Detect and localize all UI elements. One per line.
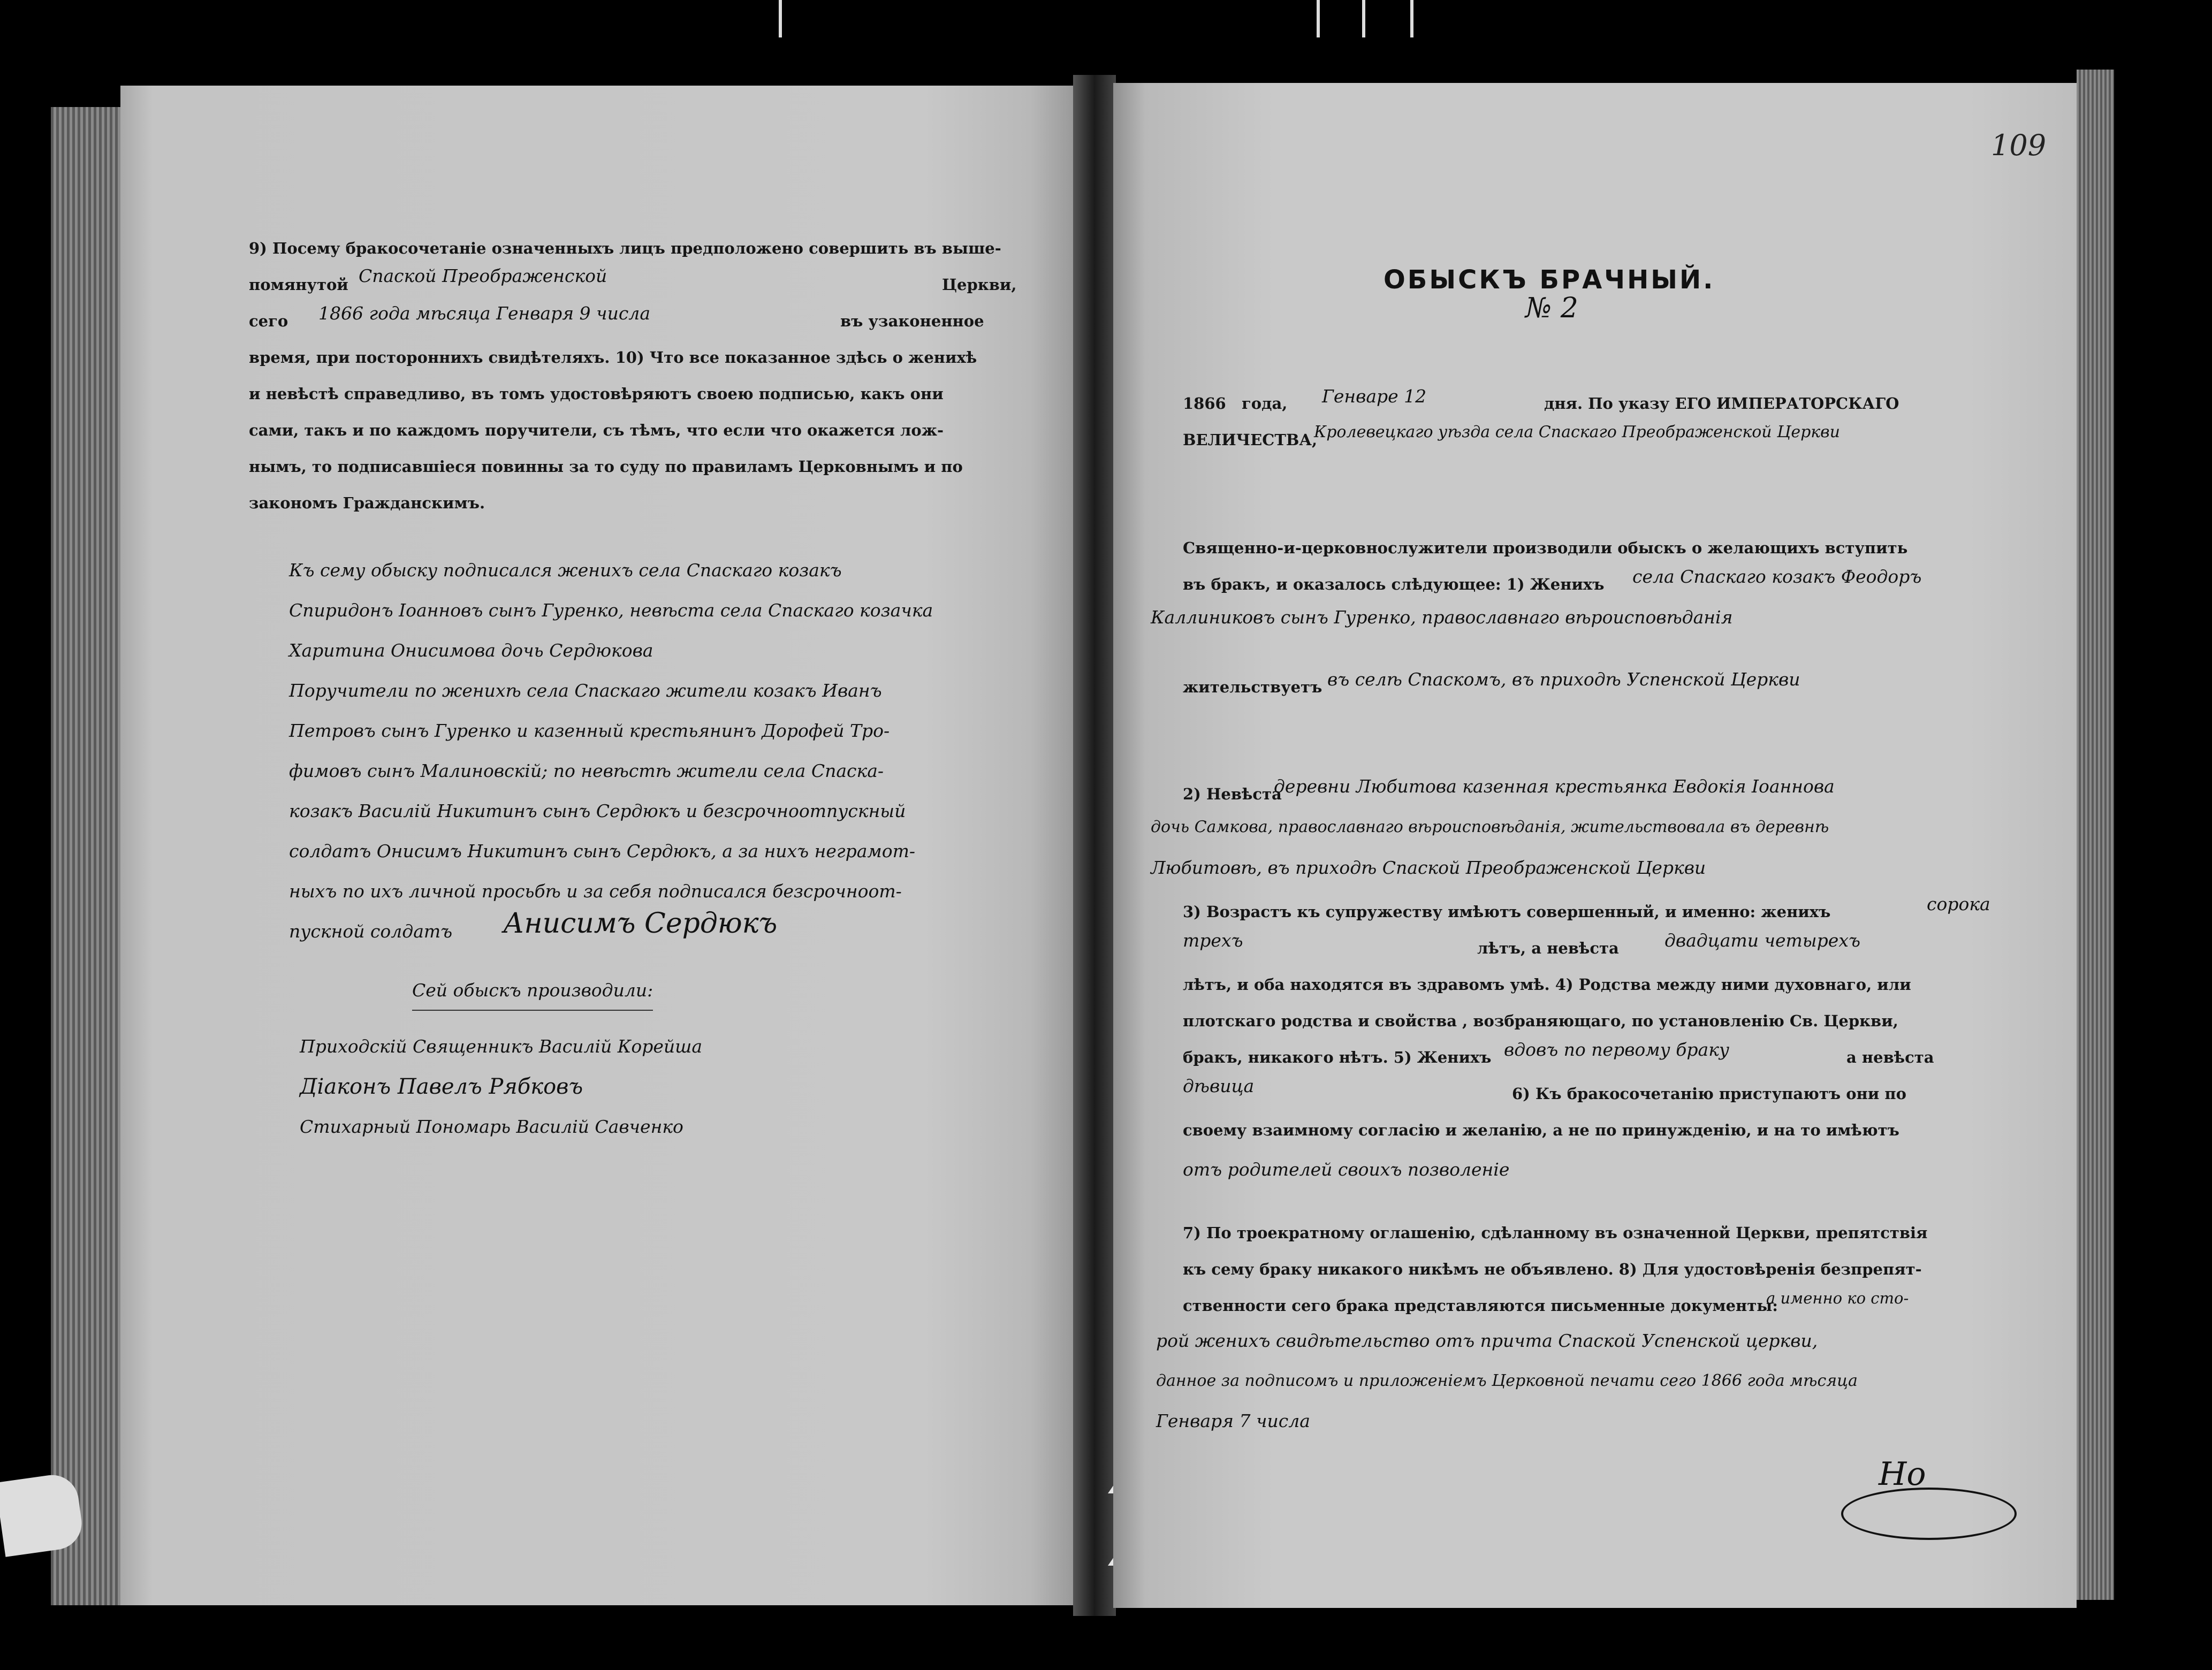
printed-line: въ узаконенное	[840, 312, 984, 330]
printed-line: 3) Возрастъ къ супружеству имѣютъ совершенный, и именно: женихъ	[1183, 903, 1831, 921]
handwritten-church: Спаской Преображенской	[359, 265, 607, 286]
handwritten-age: трехъ	[1183, 930, 1243, 951]
signature-flourish	[1841, 1488, 2017, 1540]
handwritten-line: солдатъ Онисимъ Никитинъ сынъ Сердюкъ, а за нихъ неграмот-	[289, 841, 916, 861]
handwritten-date: 1866 года мѣсяца Генваря 9 числа	[318, 303, 650, 324]
printed-line: Церкви,	[942, 276, 1017, 294]
clergy-signature: Діаконъ Павелъ Рябковъ	[300, 1074, 583, 1099]
printed-line: дня. По указу ЕГО ИМПЕРАТОРСКАГО	[1544, 394, 1899, 413]
handwritten-documents: а именно ко сто-	[1766, 1289, 1909, 1307]
handwritten-residence: въ селѣ Спаскомъ, въ приходѣ Успенской Церкви	[1327, 669, 1800, 690]
signature: Анисимъ Сердюкъ	[503, 908, 778, 940]
handwritten-documents: рой женихъ свидѣтельство отъ причта Спаской Успенской церкви,	[1156, 1330, 1818, 1351]
printed-line: Священно-и-церковнослужители производили обыскъ о желающихъ вступить	[1183, 539, 1908, 557]
frame-mark	[779, 0, 782, 37]
printed-line: помянутой	[249, 276, 348, 294]
handwritten-status: дѣвица	[1183, 1076, 1255, 1096]
handwritten-line: Поручители по женихѣ села Спаскаго жители козакъ Иванъ	[289, 680, 882, 701]
printed-line: плотскаго родства и свойства , возбраняющаго, по установленію Св. Церкви,	[1183, 1012, 1898, 1030]
page-number: 109	[1991, 128, 2047, 162]
frame-mark	[1410, 0, 1413, 37]
handwritten-line: козакъ Василій Никитинъ сынъ Сердюкъ и безсрочноотпускный	[289, 800, 906, 821]
printed-line: сами, такъ и по каждомъ поручители, съ тѣмъ, что если что окажется лож-	[249, 421, 944, 439]
printed-line: нымъ, то подписавшіеся повинны за то суду по правиламъ Церковнымъ и по	[249, 457, 963, 476]
frame-mark	[1317, 0, 1320, 37]
printed-line: своему взаимному согласію и желанію, а не по принужденію, и на то имѣютъ	[1183, 1121, 1899, 1139]
handwritten-age: сорока	[1927, 894, 1990, 914]
handwritten-documents: Генваря 7 числа	[1156, 1410, 1310, 1431]
handwritten-bride: дочь Самкова, православнаго вѣроисповѣданія, жительствовала въ деревнѣ	[1151, 818, 1829, 836]
printed-line: 9) Посему бракосочетаніе означенныхъ лицъ предположено совершить въ выше-	[249, 239, 1001, 257]
handwritten-line: Харитина Онисимова дочь Сердюкова	[289, 640, 653, 661]
book-gutter	[1073, 75, 1116, 1616]
printed-line: ственности сего брака представляются письменные документы:	[1183, 1297, 1778, 1315]
printed-line: и невѣстѣ справедливо, въ томъ удостовѣряютъ своею подписью, какъ они	[249, 385, 944, 403]
printed-line: лѣтъ, а невѣста	[1477, 939, 1619, 957]
initials-signature: Но	[1879, 1455, 1926, 1493]
printed-line: сего	[249, 312, 288, 330]
printed-line: бракъ, никакого нѣтъ. 5) Женихъ	[1183, 1048, 1492, 1066]
handwritten-groom: Каллиниковъ сынъ Гуренко, православнаго вѣроисповѣданія	[1151, 607, 1733, 628]
document-title: ОБЫСКЪ БРАЧНЫЙ.	[1384, 265, 1715, 295]
handwritten-age: двадцати четырехъ	[1664, 930, 1860, 951]
handwritten-line: Къ сему обыску подписался женихъ села Спаскаго козакъ	[289, 560, 842, 581]
printed-line: ВЕЛИЧЕСТВА,	[1183, 431, 1318, 449]
handwritten-documents: данное за подписомъ и приложеніемъ Церковной печати сего 1866 года мѣсяца	[1156, 1371, 1858, 1390]
printed-line: въ бракъ, и оказалось слѣдующее: 1) Женихъ	[1183, 575, 1605, 593]
printed-line: 7) По троекратному оглашенію, сдѣланному въ означенной Церкви, препятствія	[1183, 1224, 1928, 1242]
handwritten-line: Петровъ сынъ Гуренко и казенный крестьянинъ Дорофей Тро-	[289, 720, 890, 741]
handwritten-line: ныхъ по ихъ личной просьбѣ и за себя подписался безсрочноот-	[289, 881, 902, 902]
printed-year: 1866	[1183, 394, 1226, 413]
left-page-edges	[51, 107, 120, 1605]
right-page-edges	[2077, 70, 2114, 1600]
printed-line: 2) Невѣста	[1183, 785, 1282, 803]
printed-line: къ сему браку никакого никѣмъ не объявлено. 8) Для удостовѣренія безпрепят-	[1183, 1260, 1922, 1278]
handwritten-status: вдовъ по первому браку	[1504, 1039, 1730, 1060]
printed-line: 6) Къ бракосочетанію приступаютъ они по	[1512, 1085, 1906, 1103]
printed-line: а невѣста	[1846, 1048, 1934, 1066]
handwritten-date: Генваре 12	[1322, 386, 1427, 407]
clergy-signature: Стихарный Пономарь Василій Савченко	[300, 1116, 683, 1137]
printed-line: закономъ Гражданскимъ.	[249, 494, 485, 512]
printed-line: жительствуетъ	[1183, 678, 1322, 696]
handwritten-line: Спиридонъ Іоанновъ сынъ Гуренко, невѣста села Спаскаго козачка	[289, 600, 933, 621]
handwritten-bride: деревни Любитова казенная крестьянка Евдокія Іоаннова	[1274, 776, 1835, 797]
handwritten-groom: села Спаскаго козакъ Феодоръ	[1632, 566, 1922, 587]
handwritten-line: фимовъ сынъ Малиновскій; по невѣстѣ жители села Спаска-	[289, 760, 884, 781]
record-number: № 2	[1525, 292, 1578, 324]
printed-line: время, при постороннихъ свидѣтеляхъ. 10) Что все показанное здѣсь о женихѣ	[249, 348, 977, 367]
clergy-header: Сей обыскъ производили:	[412, 971, 653, 1011]
handwritten-line: пускной солдатъ	[289, 921, 453, 942]
printed-line: года,	[1242, 394, 1288, 413]
handwritten-court: Кролевецкаго уѣзда села Спаскаго Преображенской Церкви	[1314, 423, 1840, 441]
clergy-signature: Приходскій Священникъ Василій Корейша	[300, 1036, 703, 1057]
frame-mark	[1362, 0, 1365, 37]
handwritten-consent: отъ родителей своихъ позволеніе	[1183, 1159, 1510, 1180]
handwritten-bride: Любитовѣ, въ приходѣ Спаской Преображенской Церкви	[1151, 857, 1706, 878]
printed-line: лѣтъ, и оба находятся въ здравомъ умѣ. 4) Родства между ними духовнаго, или	[1183, 975, 1911, 994]
